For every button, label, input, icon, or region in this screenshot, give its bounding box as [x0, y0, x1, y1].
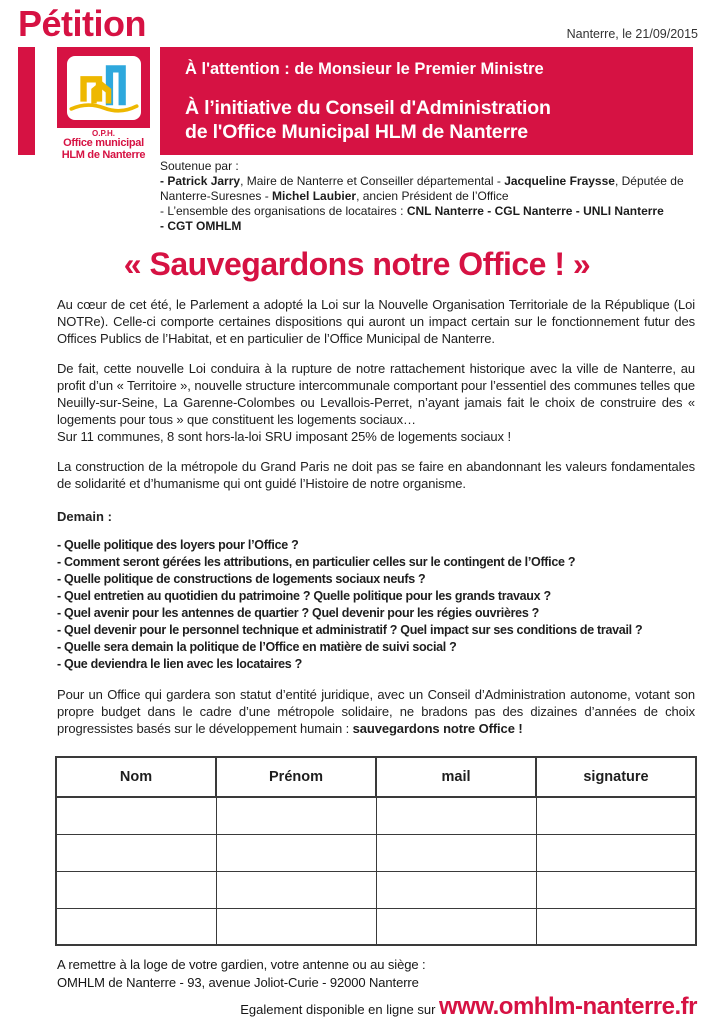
support-line3: - CGT OMHLM	[160, 219, 242, 233]
prenom-cell	[216, 908, 376, 945]
signature-cell	[536, 834, 696, 871]
mail-cell	[376, 908, 536, 945]
signature-cell	[536, 908, 696, 945]
question-item: - Quel avenir pour les antennes de quartier ? Quel devenir pour les régies ouvrières ?	[57, 606, 539, 620]
column-header-mail: mail	[376, 757, 536, 797]
support-intro: Soutenue par :	[160, 159, 239, 173]
omhlm-logo	[57, 47, 150, 161]
top-bar	[0, 0, 714, 45]
nom-cell	[56, 871, 216, 908]
nom-cell	[56, 797, 216, 834]
logo-oph-text: O.P.H.	[92, 129, 115, 138]
signature-table	[55, 756, 697, 946]
paragraph-3: La construction de la métropole du Grand Paris ne doit pas se faire en abandonnant les valeurs fondamentales de solidarité et d’humanisme qui ont guidé l’Histoire de notre organisme.	[57, 459, 695, 491]
prenom-cell	[216, 834, 376, 871]
demain-label: Demain :	[57, 509, 112, 524]
paragraph-2-sru: Sur 11 communes, 8 sont hors-la-loi SRU imposant 25% de logements sociaux !	[57, 429, 511, 444]
date-line: Nanterre, le 21/09/2015	[566, 27, 698, 41]
question-item: - Quelle politique des loyers pour l’Office ?	[57, 538, 299, 552]
paragraph-1: Au cœur de cet été, le Parlement a adopté la Loi sur la Nouvelle Organisation Territoriale de la République (Loi NOTRe). Celle-ci comporte certaines dispositions qui auront un impact certain sur le fonctionnement futur des Offices Publics de l’Habitat, et en particulier de l’Office Municipal de Nanterre.	[57, 297, 695, 346]
question-item: - Quel entretien au quotidien du patrimoine ? Quelle politique pour les grands travaux ?	[57, 589, 551, 603]
footer	[57, 956, 697, 1021]
logo-caption	[57, 130, 150, 161]
footer-line2: OMHLM de Nanterre - 93, avenue Joliot-Curie - 92000 Nanterre	[57, 975, 419, 990]
banner-initiative-line2: de l'Office Municipal HLM de Nanterre	[185, 121, 528, 143]
question-item: - Quelle politique de constructions de logements sociaux neufs ?	[57, 572, 426, 586]
building-logo-icon	[67, 56, 141, 120]
red-banner	[160, 47, 693, 155]
table-row	[56, 871, 696, 908]
table-row	[56, 797, 696, 834]
body-content	[57, 296, 695, 737]
footer-line1: A remettre à la loge de votre gardien, votre antenne ou au siège :	[57, 957, 426, 972]
mail-cell	[376, 797, 536, 834]
question-item: - Comment seront gérées les attributions, en particulier celles sur le contingent de l’Office ?	[57, 555, 576, 569]
banner-initiative-line1: À l’initiative du Conseil d'Administration	[185, 97, 551, 119]
footer-online	[57, 993, 697, 1021]
question-item: - Que deviendra le lien avec les locataires ?	[57, 657, 302, 671]
mail-cell	[376, 834, 536, 871]
nom-cell	[56, 908, 216, 945]
paragraph-2	[57, 360, 695, 445]
online-prefix: Egalement disponible en ligne sur	[240, 1002, 440, 1017]
prenom-cell	[216, 871, 376, 908]
signature-cell	[536, 797, 696, 834]
logo-line1: Office municipal	[63, 137, 144, 150]
website-url[interactable]: www.omhlm-nanterre.fr	[439, 993, 697, 1020]
signature-cell	[536, 871, 696, 908]
header-row	[18, 47, 693, 161]
logo-box	[57, 47, 150, 128]
page-title: Pétition	[18, 3, 146, 44]
table-row	[56, 834, 696, 871]
table-header-row	[56, 757, 696, 797]
banner-initiative	[185, 96, 683, 144]
questions-list	[57, 537, 695, 673]
column-header-prenom: Prénom	[216, 757, 376, 797]
mail-cell	[376, 871, 536, 908]
paragraph-2-main: De fait, cette nouvelle Loi conduira à la rupture de notre rattachement historique avec la ville de Nanterre, au profit d’un « Territoire », nouvelle structure intercommunale comportant pour l’essentiel des communes telles que Neuilly-sur-Seine, La Garenne-Colombes ou Levallois-Perret, n’ayant jamais fait le choix de construire des « logements pour tous » que constituent les logements sociaux…	[57, 361, 695, 427]
supported-by-block	[160, 159, 695, 234]
left-accent-bar	[18, 47, 35, 155]
headline: « Sauvegardons notre Office ! »	[123, 246, 591, 282]
column-header-signature: signature	[536, 757, 696, 797]
nom-cell	[56, 834, 216, 871]
paragraph-4: Pour un Office qui gardera son statut d’entité juridique, avec un Conseil d’Administration autonome, votant son propre budget dans le cadre d’une métropole solidaire, ne bradons pas des dizaines d’années de choix progressistes basés sur le développement humain : sauvegardons notre Office !	[57, 687, 695, 736]
question-item: - Quelle sera demain la politique de l’Office en matière de suivi social ?	[57, 640, 457, 654]
question-item: - Quel devenir pour le personnel technique et administratif ? Quel impact sur ses conditions de travail ?	[57, 623, 643, 637]
banner-attention: À l'attention : de Monsieur le Premier Ministre	[185, 60, 544, 78]
column-header-nom: Nom	[56, 757, 216, 797]
prenom-cell	[216, 797, 376, 834]
support-line2: - L’ensemble des organisations de locataires : CNL Nanterre - CGL Nanterre - UNLI Nanterre	[160, 204, 664, 218]
logo-line2: HLM de Nanterre	[61, 148, 146, 161]
table-row	[56, 908, 696, 945]
support-line1: - Patrick Jarry, Maire de Nanterre et Conseiller départemental - Jacqueline Fraysse, Députée de Nanterre-Suresnes - Michel Laubier, ancien Président de l’Office	[160, 174, 684, 203]
